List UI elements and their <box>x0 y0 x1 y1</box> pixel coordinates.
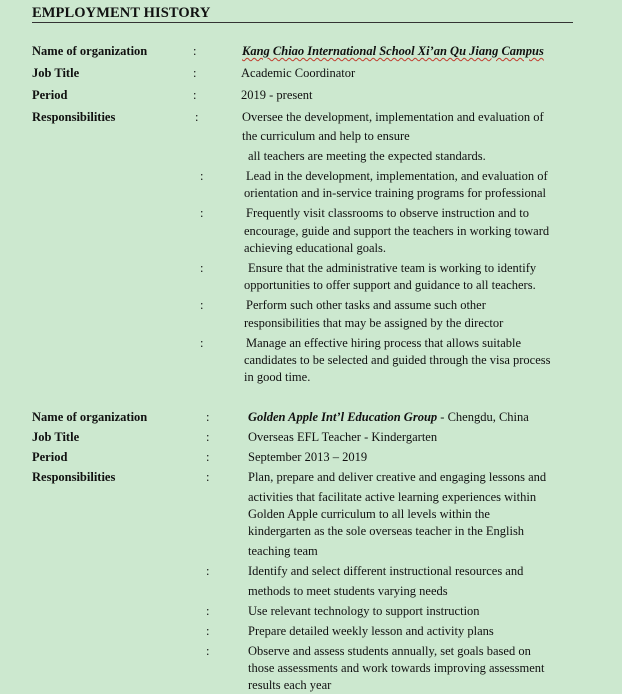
colon: : <box>195 110 199 124</box>
label-period: Period <box>32 450 68 464</box>
section-title: EMPLOYMENT HISTORY <box>32 5 211 21</box>
label-organization: Name of organization <box>32 44 148 58</box>
job2-organization-name: Golden Apple Int’l Education Group <box>248 410 438 424</box>
job2-resp2-line: methods to meet students varying needs <box>248 584 448 598</box>
job2-resp1-line: teaching team <box>248 544 318 558</box>
colon: : <box>200 298 204 312</box>
job2-resp1-line: Plan, prepare and deliver creative and engaging lessons and <box>248 470 547 484</box>
job1-resp6-line: candidates to be selected and guided through the visa process <box>244 353 551 367</box>
job1-resp1-line: Oversee the development, implementation and evaluation of <box>242 110 544 124</box>
label-organization: Name of organization <box>32 410 148 424</box>
colon: : <box>206 564 210 578</box>
job2-resp1-line: activities that facilitate active learning experiences within <box>248 490 537 504</box>
colon: : <box>200 206 204 220</box>
job2-resp4-line: Prepare detailed weekly lesson and activity plans <box>248 624 494 638</box>
colon: : <box>206 450 210 464</box>
job1-resp4-line: Ensure that the administrative team is working to identify <box>248 261 537 275</box>
label-responsibilities: Responsibilities <box>32 470 116 484</box>
colon: : <box>193 88 197 102</box>
colon: : <box>206 430 210 444</box>
job2-resp5-line: results each year <box>248 678 332 692</box>
job1-resp2-line: orientation and in-service training programs for professional <box>244 186 546 200</box>
label-responsibilities: Responsibilities <box>32 110 116 124</box>
colon: : <box>193 66 197 80</box>
colon: : <box>206 644 210 658</box>
section-divider <box>32 22 573 23</box>
job1-title: Academic Coordinator <box>241 66 356 80</box>
label-period: Period <box>32 88 68 102</box>
colon: : <box>193 44 197 58</box>
label-job-title: Job Title <box>32 66 80 80</box>
colon: : <box>206 604 210 618</box>
colon: : <box>206 470 210 484</box>
job2-organization <box>248 409 529 426</box>
colon: : <box>206 410 210 424</box>
colon: : <box>200 261 204 275</box>
job2-resp2-line: Identify and select different instructional resources and <box>248 564 524 578</box>
job1-resp2-line: Lead in the development, implementation, and evaluation of <box>246 169 548 183</box>
colon: : <box>200 169 204 183</box>
job2-title: Overseas EFL Teacher - Kindergarten <box>248 430 438 444</box>
job1-resp5-line: responsibilities that may be assigned by the director <box>244 316 504 330</box>
job1-resp3-line: achieving educational goals. <box>244 241 386 255</box>
job2-resp1-line: Golden Apple curriculum to all levels within the <box>248 507 490 521</box>
label-job-title: Job Title <box>32 430 80 444</box>
job1-resp3-line: Frequently visit classrooms to observe instruction and to <box>246 206 529 220</box>
colon: : <box>200 336 204 350</box>
job1-resp3-line: encourage, guide and support the teachers in working toward <box>244 224 550 238</box>
job1-resp1-line: the curriculum and help to ensure <box>242 129 410 143</box>
job1-resp6-line: in good time. <box>244 370 311 384</box>
job2-resp5-line: Observe and assess students annually, set goals based on <box>248 644 531 658</box>
job2-resp1-line: kindergarten as the sole overseas teacher in the English <box>248 524 525 538</box>
job1-organization-name: Kang Chiao International School Xi’an Qu Jiang Campus <box>242 44 544 58</box>
job2-organization-location: - Chengdu, China <box>437 410 529 424</box>
job1-resp4-line: opportunities to offer support and guidance to all teachers. <box>244 278 536 292</box>
job1-period: 2019 - present <box>241 88 313 102</box>
colon: : <box>206 624 210 638</box>
job2-resp5-line: those assessments and work towards improving assessment <box>248 661 545 675</box>
job1-resp6-line: Manage an effective hiring process that allows suitable <box>246 336 522 350</box>
job2-resp3-line: Use relevant technology to support instruction <box>248 604 480 618</box>
job1-resp5-line: Perform such other tasks and assume such other <box>246 298 486 312</box>
job2-period: September 2013 – 2019 <box>248 450 368 464</box>
job1-resp1-line: all teachers are meeting the expected standards. <box>248 149 486 163</box>
job1-organization <box>242 43 544 60</box>
